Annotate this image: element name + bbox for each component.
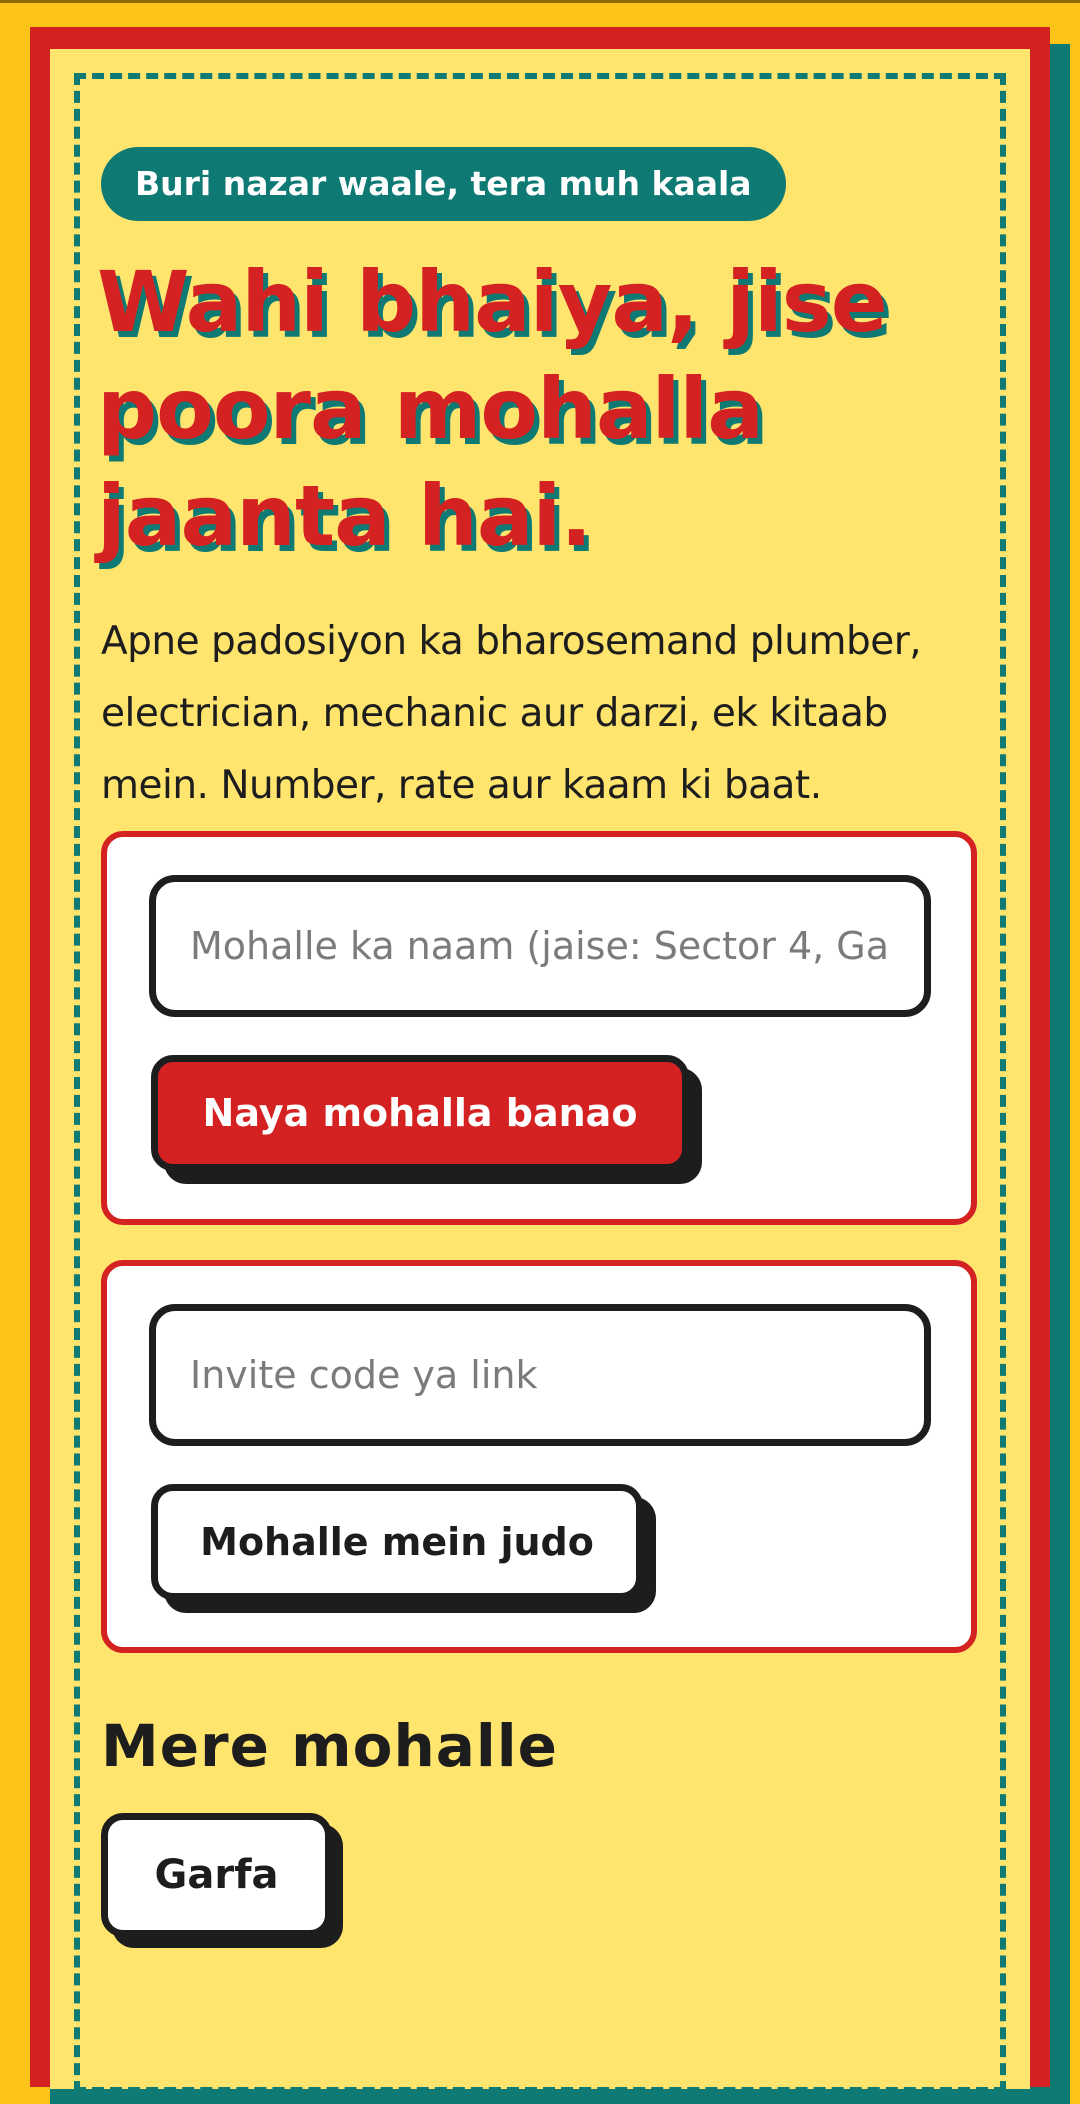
hero-section bbox=[97, 147, 977, 822]
page-title: Wahi bhaiya, jise poora mohalla jaanta hai. bbox=[97, 253, 887, 565]
my-mohalle-heading: Mere mohalle bbox=[101, 1712, 558, 1780]
tagline-badge: Buri nazar waale, tera muh kaala bbox=[101, 147, 786, 221]
intro-text: Apne padosiyon ka bharosemand plumber, electrician, mechanic aur darzi, ek kitaab mein. Number, rate aur kaam ki baat. bbox=[101, 619, 922, 808]
create-mohalla-card bbox=[101, 831, 977, 1225]
create-mohalla-button[interactable]: Naya mohalla banao bbox=[151, 1055, 689, 1171]
join-mohalla-button[interactable]: Mohalle mein judo bbox=[151, 1484, 643, 1600]
join-mohalla-card bbox=[101, 1260, 977, 1653]
top-edge bbox=[0, 0, 1080, 3]
invite-code-input[interactable] bbox=[156, 1311, 924, 1439]
mohalla-name-field[interactable] bbox=[149, 875, 931, 1017]
mohalla-name-input[interactable] bbox=[156, 882, 924, 1010]
invite-code-field[interactable] bbox=[149, 1304, 931, 1446]
mohalla-chip-garfa[interactable]: Garfa bbox=[101, 1813, 332, 1937]
